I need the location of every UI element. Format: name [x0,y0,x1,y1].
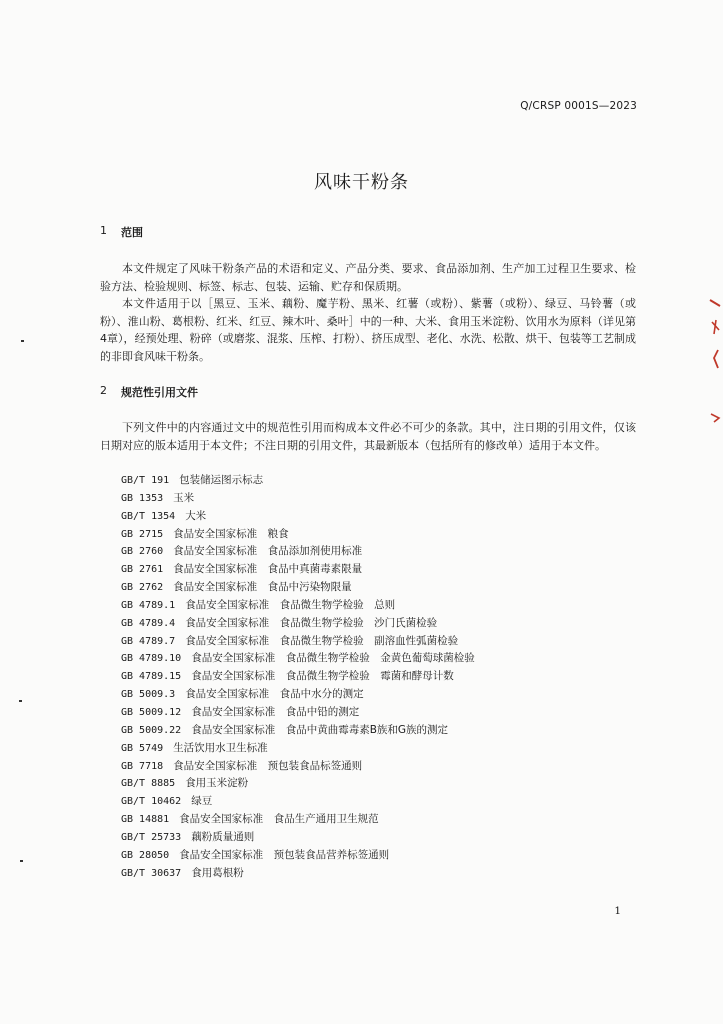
reference-code: GB/T 191 [121,475,170,486]
reference-list [121,472,475,882]
reference-code: GB 5009.3 [121,689,176,701]
reference-item [121,650,475,668]
reference-title: 生活饮用水卫生标准 [173,741,268,754]
reference-item [121,704,475,722]
reference-item [121,811,475,829]
reference-item [121,758,475,776]
reference-title: 食品安全国家标准 食品微生物学检验 沙门氏菌检验 [185,616,438,629]
reference-item [121,686,475,704]
section-number: 2 [100,384,107,397]
reference-title: 食品安全国家标准 食品微生物学检验 霉菌和酵母计数 [191,670,454,683]
reference-code: GB 4789.7 [121,635,176,647]
reference-title: 食品安全国家标准 粮食 [173,527,289,540]
reference-item [121,615,475,633]
reference-code: GB 5009.12 [121,706,182,718]
scan-speck [20,860,23,862]
margin-stamp-fragment-icon [706,296,723,436]
scope-paragraph-2: 本文件适用于以［黑豆、玉米、藕粉、魔芋粉、黑米、红薯（或粉）、紫薯（或粉）、绿豆、马铃薯（或粉）、淮山粉、葛根粉、红米、红豆、辣木叶、桑叶］中的一种、大米、食用玉米淀粉、饮用水为原料（详见第4章），经预处理、粉碎（或磨浆、混浆、压榨、打粉）、挤压成型、老化、水洗、松散、烘干、包装等工艺制成的非即食风味干粉条。 [100,297,636,363]
reference-title: 藕粉质量通则 [191,830,255,843]
reference-title: 食品安全国家标准 食品中真菌毒素限量 [173,563,363,576]
reference-code: GB 5009.22 [121,724,182,736]
reference-code: GB 4789.10 [121,653,182,665]
reference-item [121,526,475,544]
reference-title: 玉米 [173,491,195,504]
reference-title: 食品安全国家标准 食品生产通用卫生规范 [179,813,379,826]
reference-item [121,740,475,758]
reference-title: 食品安全国家标准 食品中污染物限量 [173,581,352,594]
reference-code: GB 2760 [121,546,164,558]
reference-item [121,865,475,883]
scan-speck [21,340,24,342]
reference-item [121,579,475,597]
page-number: 1 [614,905,621,917]
section-title: 规范性引用文件 [121,386,198,399]
section-heading-scope [100,224,143,240]
reference-item [121,490,475,508]
reference-item [121,668,475,686]
reference-code: GB 4789.15 [121,671,182,683]
reference-title: 包装储运图示标志 [179,474,264,486]
reference-title: 食品安全国家标准 预包装食品标签通则 [173,759,363,772]
section-title: 范围 [121,226,143,239]
reference-code: GB 28050 [121,849,170,861]
references-intro-paragraph: 下列文件中的内容通过文中的规范性引用而构成本文件必不可少的条款。其中，注日期的引用文件，仅该日期对应的版本适用于本文件；不注日期的引用文件，其最新版本（包括所有的修改单）适用于本文件。 [100,421,636,452]
reference-code: GB 2761 [121,564,164,576]
section-heading-normative-references [100,384,198,400]
reference-item [121,722,475,740]
document-title: 风味干粉条 [314,172,409,193]
reference-title: 食用玉米淀粉 [185,777,249,790]
reference-code: GB 4789.1 [121,599,176,611]
reference-code: GB 2715 [121,528,164,540]
reference-code: GB/T 1354 [121,510,176,522]
reference-title: 食品安全国家标准 预包装食品营养标签通则 [179,848,390,861]
reference-code: GB 14881 [121,814,170,826]
reference-title: 食品安全国家标准 食品添加剂使用标准 [173,545,363,558]
reference-code: GB/T 10462 [121,796,182,808]
reference-code: GB/T 25733 [121,831,182,843]
reference-code: GB 2762 [121,582,164,594]
reference-code: GB 4789.4 [121,617,176,629]
reference-code: GB/T 8885 [121,778,176,790]
scope-paragraph-1: 本文件规定了风味干粉条产品的术语和定义、产品分类、要求、食品添加剂、生产加工过程卫生要求、检验方法、检验规则、标签、标志、包装、运输、贮存和保质期。 [100,262,636,293]
reference-code: GB/T 30637 [121,867,182,879]
section-number: 1 [100,224,107,237]
reference-code: GB 7718 [121,760,164,772]
reference-title: 食品安全国家标准 食品中水分的测定 [185,688,364,701]
reference-item [121,633,475,651]
reference-item [121,829,475,847]
reference-item [121,561,475,579]
reference-title: 食用葛根粉 [191,866,244,879]
reference-title: 食品安全国家标准 食品微生物学检验 总则 [185,598,396,611]
reference-item [121,775,475,793]
scan-speck [19,700,22,702]
reference-title: 食品安全国家标准 食品中铅的测定 [191,705,360,718]
reference-item [121,543,475,561]
reference-item [121,472,475,490]
reference-item [121,793,475,811]
reference-title: 食品安全国家标准 食品微生物学检验 金黄色葡萄球菌检验 [191,652,475,665]
reference-title: 食品安全国家标准 食品中黄曲霉毒素B族和G族的测定 [191,723,449,736]
reference-code: GB 5749 [121,742,164,754]
reference-title: 大米 [185,509,207,522]
reference-code: GB 1353 [121,492,164,504]
reference-title: 绿豆 [191,795,213,808]
reference-item [121,847,475,865]
document-code: Q/CRSP 0001S—2023 [520,100,637,112]
reference-item [121,597,475,615]
reference-title: 食品安全国家标准 食品微生物学检验 副溶血性弧菌检验 [185,634,459,647]
reference-item [121,508,475,526]
